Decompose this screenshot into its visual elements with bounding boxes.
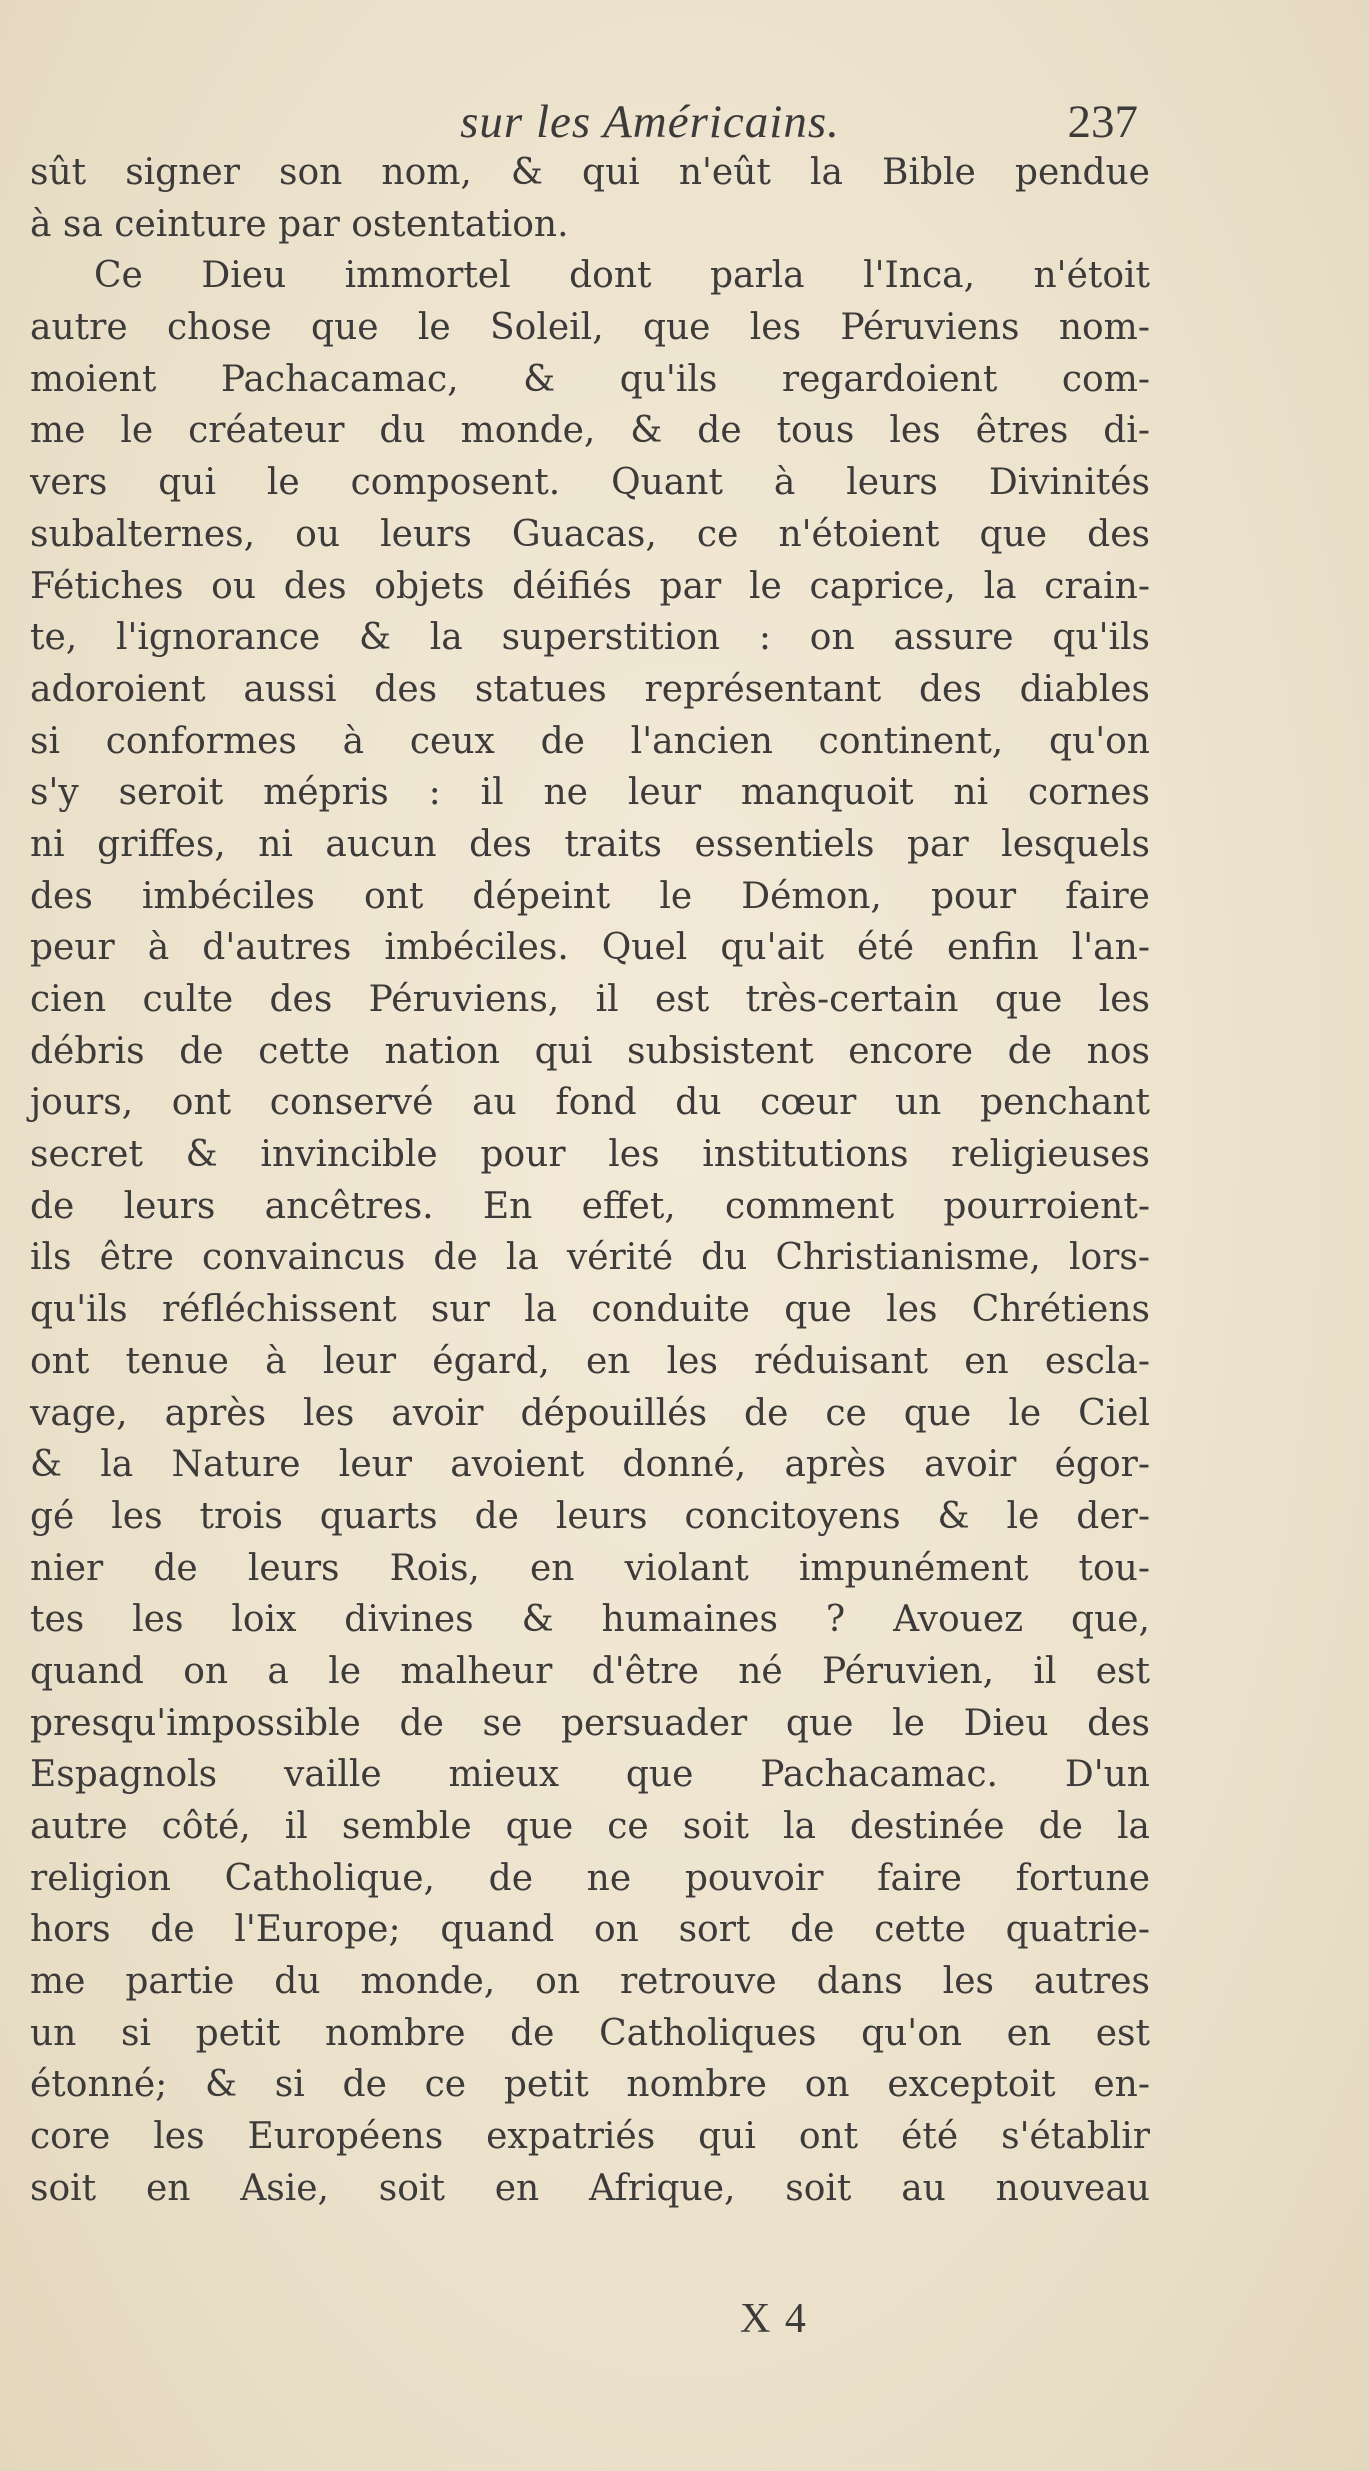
text-line: me le créateur du monde, & de tous les êtres di-: [30, 410, 1150, 452]
page-number: 237: [1067, 96, 1138, 148]
text-line: Fétiches ou des objets déifiés par le caprice, la crain-: [30, 565, 1150, 607]
text-line: te, l'ignorance & la superstition : on assure qu'ils: [30, 617, 1150, 659]
text-line: des imbéciles ont dépeint le Démon, pour faire: [30, 875, 1150, 917]
text-line: ni griffes, ni aucun des traits essentiels par lesquels: [30, 823, 1150, 865]
text-line: débris de cette nation qui subsistent encore de nos: [30, 1030, 1150, 1072]
body-text: [30, 147, 1150, 2215]
text-line: soit en Asie, soit en Afrique, soit au nouveau: [30, 2167, 1150, 2209]
text-line: moient Pachacamac, & qu'ils regardoient com-: [30, 358, 1150, 400]
text-line: nier de leurs Rois, en violant impunément tou-: [30, 1547, 1150, 1589]
text-line: Espagnols vaille mieux que Pachacamac. D'un: [30, 1754, 1150, 1796]
text-line: autre côté, il semble que ce soit la destinée de la: [30, 1806, 1150, 1847]
text-line: core les Européens expatriés qui ont été s'établir: [30, 2116, 1150, 2158]
text-line: ont tenue à leur égard, en les réduisant en escla-: [30, 1340, 1150, 1382]
text-line: ils être convaincus de la vérité du Christianisme, lors-: [30, 1237, 1150, 1279]
text-line: religion Catholique, de ne pouvoir faire fortune: [30, 1857, 1150, 1899]
signature-mark: X 4: [740, 2296, 808, 2342]
text-line: subalternes, ou leurs Guacas, ce n'étoient que des: [30, 513, 1150, 555]
text-line: tes les loix divines & humaines ? Avouez que,: [30, 1599, 1150, 1641]
text-line: gé les trois quarts de leurs concitoyens & le der-: [30, 1495, 1150, 1537]
text-line: & la Nature leur avoient donné, après avoir égor-: [30, 1444, 1150, 1486]
text-line: qu'ils réfléchissent sur la conduite que les Chrétiens: [30, 1289, 1150, 1331]
text-line: secret & invincible pour les institutions religieuses: [30, 1134, 1150, 1176]
text-line: de leurs ancêtres. En effet, comment pourroient-: [30, 1185, 1150, 1227]
text-line: sût signer son nom, & qui n'eût la Bible pendue: [30, 152, 1150, 193]
running-title: sur les Américains.: [460, 96, 840, 148]
text-line: hors de l'Europe; quand on sort de cette quatrie-: [30, 1909, 1150, 1951]
text-line: vage, après les avoir dépouillés de ce que le Ciel: [30, 1392, 1150, 1434]
text-line: peur à d'autres imbéciles. Quel qu'ait été enfin l'an-: [30, 927, 1150, 969]
text-line: presqu'impossible de se persuader que le Dieu des: [30, 1702, 1150, 1744]
text-line: s'y seroit mépris : il ne leur manquoit ni cornes: [30, 772, 1150, 814]
text-line: un si petit nombre de Catholiques qu'on en est: [30, 2012, 1150, 2054]
text-line: me partie du monde, on retrouve dans les autres: [30, 1961, 1150, 2003]
text-line: étonné; & si de ce petit nombre on exceptoit en-: [30, 2064, 1150, 2106]
text-line: quand on a le malheur d'être né Péruvien, il est: [30, 1650, 1150, 1692]
text-line: cien culte des Péruviens, il est très-certain que les: [30, 979, 1150, 1020]
text-line: jours, ont conservé au fond du cœur un penchant: [30, 1082, 1150, 1124]
text-line: vers qui le composent. Quant à leurs Divinités: [30, 462, 1150, 504]
text-line: si conformes à ceux de l'ancien continent, qu'on: [30, 720, 1150, 762]
text-line: adoroient aussi des statues représentant des diables: [30, 668, 1150, 710]
text-line: autre chose que le Soleil, que les Péruviens nom-: [30, 307, 1150, 349]
text-line: à sa ceinture par ostentation.: [30, 203, 569, 245]
paragraph-start-line: Ce Dieu immortel dont parla l'Inca, n'étoit: [94, 255, 1150, 297]
